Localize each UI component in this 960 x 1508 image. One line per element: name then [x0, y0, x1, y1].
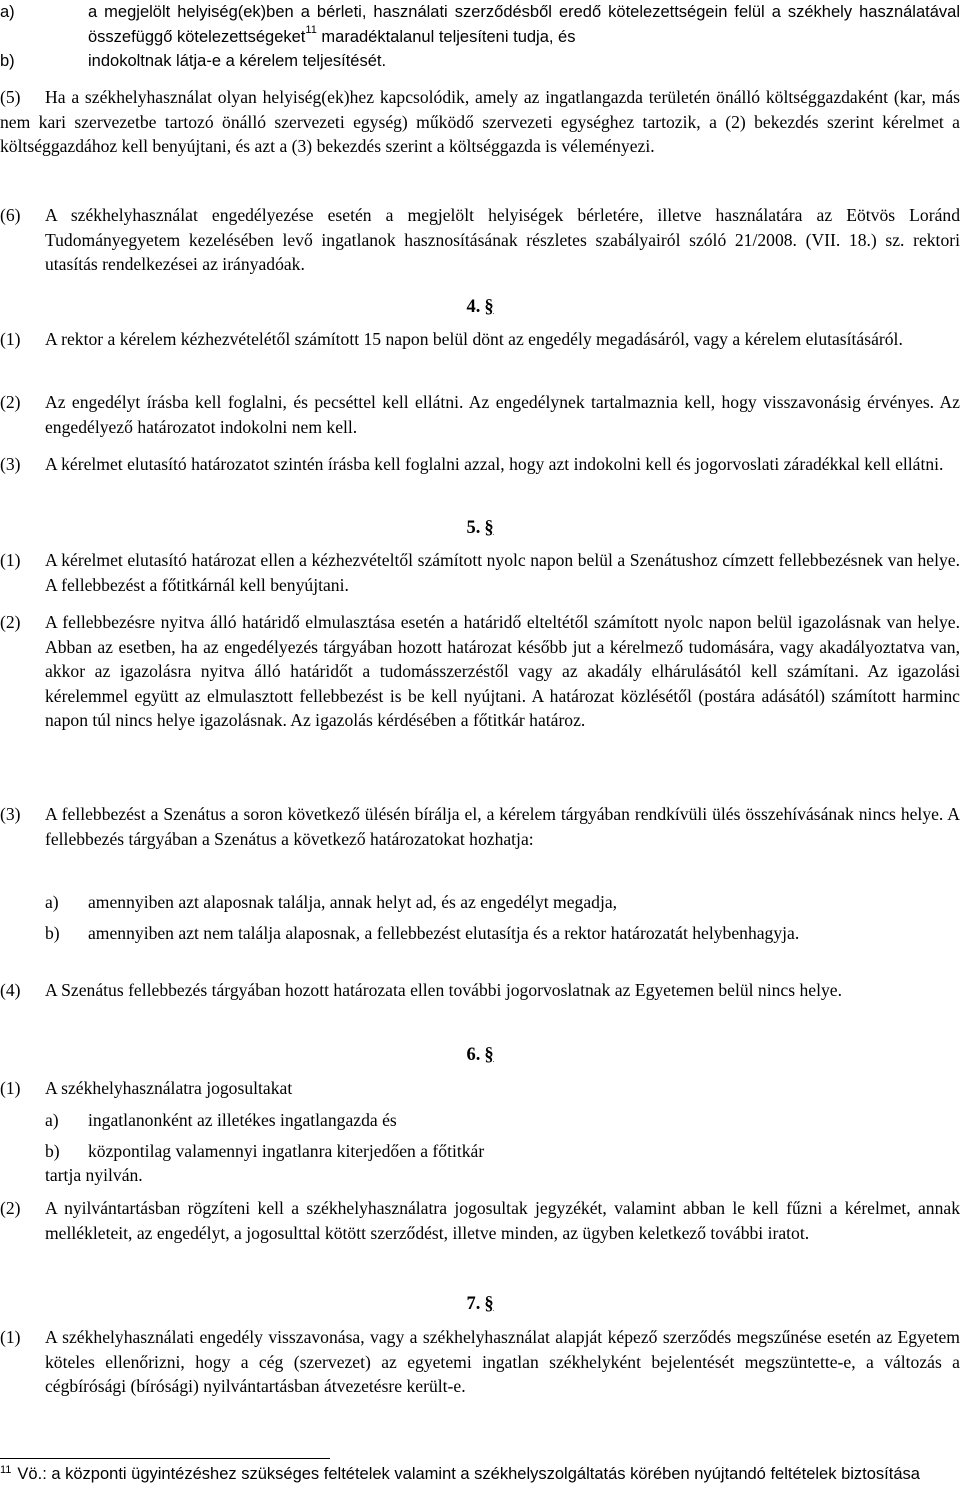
list-item-text: amennyiben azt nem találja alaposnak, a fellebbezést elutasítja és a rektor határozatát helybenhagyja. — [88, 922, 800, 943]
paragraph-text: A székhelyhasználat engedélyezése esetén a megjelölt helyiségek bérletére, illetve használatára az Eötvös Loránd Tudományegyetem kezelésében levő ingatlanok hasznosításának részletes szabályairól szóló 21/2008. (VII. 18.) sz. rektori utasítás rendelkezései az irányadóak. — [45, 205, 960, 274]
list-item — [0, 1108, 960, 1133]
list-tail: tartja nyilván. — [45, 1165, 143, 1185]
footnote — [0, 1463, 960, 1487]
section-symbol: § — [484, 1294, 494, 1314]
paragraph-text: A székhelyhasználatra jogosultakat — [45, 1078, 293, 1098]
paragraph-number: (1) — [0, 1078, 21, 1098]
section-symbol: § — [484, 297, 494, 317]
list-text-pre: a megjelölt helyiség(ek)ben a bérleti, használati szerződésből eredő kötelezettségein felül a székhely használatával összefüggő kötelezettségeket — [88, 3, 960, 46]
footnote-divider — [0, 1458, 330, 1459]
paragraph-text: A fellebbezést a Szenátus a soron következő ülésén bírálja el, a kérelem tárgyában rendkívüli ülés összehívásának nincs helye. A fellebbezés tárgyában a Szenátus a következő határozatokat hozhatja: — [45, 804, 960, 849]
list-item — [0, 49, 960, 74]
list-item — [0, 921, 960, 946]
paragraph-text: A nyilvántartásban rögzíteni kell a székhelyhasználatra jogosultak jegyzékét, valamint abban le kell fűzni a kérelmet, annak mellékleteit, az engedélyt, a jogosulttal kötött szerződést, illetve minden, az ügyben keletkező további iratot. — [45, 1198, 960, 1243]
paragraph — [0, 802, 960, 851]
section-heading — [0, 1043, 960, 1068]
list-label: b) — [0, 52, 15, 70]
paragraph-text: A fellebbezésre nyitva álló határidő elmulasztása esetén a határidő elteltétől számított nyolc napon belül igazolásnak van helye. Abban az esetben, ha az engedélyezés tárgyában hozott határozat később jut a kérelmező tudomására, vagy akadályoztatva van, akkor az igazolásra nyitva álló határidőt a tudomásszerzéstől vagy az akadály elhárulásától kell számítani. Az igazolási kérelemmel együtt az elmulasztott fellebbezést is be kell nyújtani. A határozat közlésétől (postára adásától) számított harminc napon túl nincs helye igazolásnak. Az igazolás kérdésében a főtitkár határoz. — [45, 612, 960, 730]
paragraph-number: (5) — [0, 87, 21, 107]
list-item-text: indokoltnak látja-e a kérelem teljesítését. — [88, 52, 387, 70]
paragraph-number: (4) — [0, 980, 21, 1000]
paragraph — [0, 1325, 960, 1399]
list-label: a) — [45, 1110, 59, 1130]
paragraph — [0, 978, 960, 1003]
paragraph-text: A Szenátus fellebbezés tárgyában hozott határozata ellen további jogorvoslatnak az Egyetemen belül nincs helye. — [45, 980, 842, 1000]
paragraph — [0, 327, 960, 352]
footnote-text: Vö.: a központi ügyintézéshez szükséges feltételek valamint a székhelyszolgáltatás körében nyújtandó feltételek biztosítása — [17, 1465, 920, 1483]
paragraph-number: (3) — [0, 454, 21, 474]
paragraph-text: A kérelmet elutasító határozatot szintén írásba kell foglalni azzal, hogy azt indokolni kell és jogorvoslati záradékkal kell ellátni. — [45, 454, 944, 474]
paragraph-number: (3) — [0, 804, 21, 824]
paragraph-text: Ha a székhelyhasználat olyan helyiség(ek)hez kapcsolódik, amely az ingatlangazda területén önálló költséggazdaként (kar, más nem kari szervezetbe tartozó önálló szervezeti egység) működő szervezeti egységhez tartozik, a (2) bekezdés szerint kérelmet a költséggazdához kell benyújtani, és azt a (3) bekezdés szerint a költséggazda is véleményezi. — [0, 87, 960, 156]
section-number: 6. — [466, 1045, 481, 1065]
list-item-text: központilag valamennyi ingatlanra kiterjedően a főtitkár — [88, 1140, 485, 1161]
paragraph-text: A székhelyhasználati engedély visszavonása, vagy a székhelyhasználat alapját képező szerződés megszűnése esetén az Egyetem köteles ellenőrizni, hogy a cég (szervezet) az egyetemi ingatlan székhelyként bejelentését megszüntette-e, a változás a cégbírósági (bírósági) nyilvántartásban átvezetésre került-e. — [45, 1327, 960, 1396]
section-heading — [0, 516, 960, 541]
paragraph-number: (1) — [0, 550, 21, 570]
section-heading — [0, 1292, 960, 1317]
list-item — [0, 0, 960, 49]
list-item-text — [88, 0, 960, 49]
section-symbol: § — [484, 1045, 494, 1065]
paragraph-number: (1) — [0, 1327, 21, 1347]
list-item — [0, 1139, 960, 1164]
list-label: b) — [45, 922, 60, 943]
sub-list — [0, 1108, 960, 1188]
list-label: a) — [0, 3, 15, 21]
paragraph — [0, 1196, 960, 1245]
paragraph-text: Az engedélyt írásba kell foglalni, és pecséttel kell ellátni. Az engedélynek tartalmaznia kell, hogy visszavonásig érvényes. Az engedélyező határozatot indokolni nem kell. — [45, 392, 960, 437]
section-number: 5. — [466, 518, 481, 538]
top-list — [0, 0, 960, 74]
section-symbol: § — [484, 518, 494, 538]
list-item — [0, 890, 960, 915]
section-number: 4. — [466, 297, 481, 317]
paragraph — [0, 85, 960, 159]
paragraph-text: A rektor a kérelem kézhezvételétől számított 15 napon belül dönt az engedély megadásáról, vagy a kérelem elutasításáról. — [45, 329, 903, 349]
footnote-mark: 11 — [0, 1464, 12, 1476]
list-text-post: maradéktalanul teljesíteni tudja, és — [316, 27, 576, 46]
paragraph-number: (2) — [0, 612, 21, 632]
paragraph — [0, 452, 960, 477]
paragraph-text: A kérelmet elutasító határozat ellen a kézhezvételtől számított nyolc napon belül a Szenátushoz címzett fellebbezésnek van helye. A fellebbezést a főtitkárnál kell benyújtani. — [45, 550, 960, 595]
paragraph — [0, 610, 960, 733]
footnote-ref: 11 — [305, 24, 317, 36]
list-item-text: amennyiben azt alaposnak találja, annak helyt ad, és az engedélyt megadja, — [88, 892, 618, 912]
paragraph — [0, 1076, 960, 1101]
list-label: b) — [45, 1140, 60, 1161]
section-number: 7. — [466, 1294, 481, 1314]
paragraph — [0, 390, 960, 439]
paragraph — [0, 203, 960, 277]
paragraph-number: (2) — [0, 1198, 21, 1218]
paragraph — [0, 548, 960, 597]
section-heading — [0, 295, 960, 320]
sub-list — [0, 890, 960, 945]
paragraph-number: (1) — [0, 329, 21, 349]
paragraph-number: (2) — [0, 392, 21, 412]
list-label: a) — [45, 892, 59, 912]
paragraph-number: (6) — [0, 205, 21, 225]
list-item-text: ingatlanonként az illetékes ingatlangazda és — [88, 1110, 397, 1130]
